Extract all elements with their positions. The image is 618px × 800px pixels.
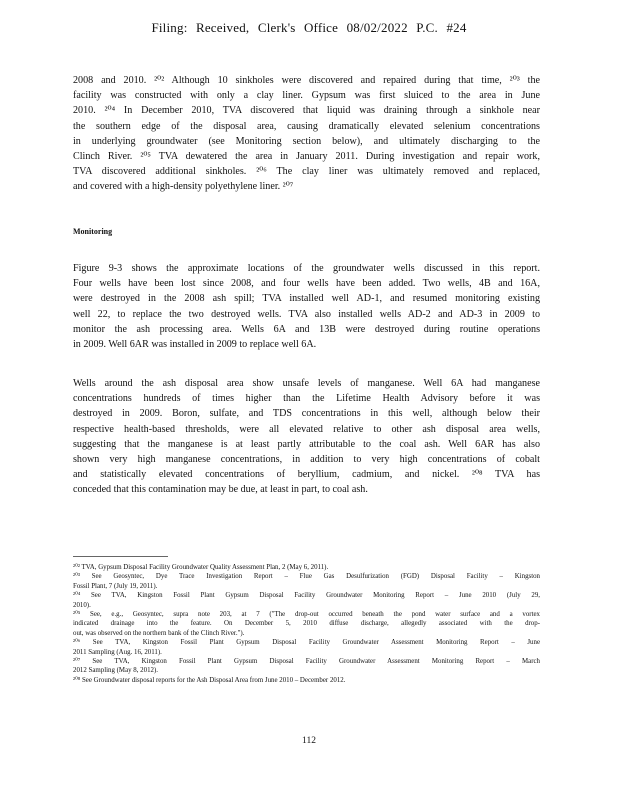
text-line: the southern edge of the disposal area, causing dramatically elevated selenium concentrations	[73, 120, 540, 132]
section-heading-monitoring: Monitoring	[73, 227, 113, 236]
footnote-206: ²⁰⁶ See TVA, Kingston Fossil Plant Gypsum Disposal Facility Groundwater Assessment Monitoring Report – June	[73, 639, 540, 647]
text-line: facility was constructed with only a clay liner. Gypsum was first sluiced to the area in June	[73, 90, 540, 102]
paragraph-wells	[73, 261, 540, 352]
text-line: destroyed in 2009. Boron, sulfate, and TDS concentrations in this well, although below their	[73, 408, 540, 420]
footnote-205-end: out, was observed on the northern bank of the Clinch River.").	[73, 629, 245, 637]
text-line: monitor the ash processing area. Wells 6A and 13B were destroyed during routine operations	[73, 323, 540, 335]
text-line: and statistically elevated concentrations of beryllium, cadmium, and nickel. ²⁰⁸ TVA has	[73, 469, 540, 481]
text-line: suggesting that the manganese is at least partly attributable to the coal ash. Well 6AR has also	[73, 438, 540, 450]
footnotes	[73, 563, 540, 685]
text-line: and covered with a high-density polyethylene liner. ²⁰⁷	[73, 181, 294, 193]
text-line: were destroyed in the 2008 ash spill; TVA installed well AD-1, and resumed monitoring existing	[73, 293, 540, 305]
text-line: conceded that this contamination may be due, at least in part, to coal ash.	[73, 484, 368, 496]
footnote-203: ²⁰³ See Geosyntec, Dye Trace Investigation Report – Flue Gas Desulfurization (FGD) Disposal Facility – Kingston	[73, 573, 540, 581]
footnote-203-cont: Fossil Plant, 7 (July 19, 2011).	[73, 582, 158, 590]
footnote-divider	[73, 556, 168, 557]
footnote-207: ²⁰⁷ See TVA, Kingston Fossil Plant Gypsum Disposal Facility Groundwater Assessment Monitoring Report – March	[73, 658, 540, 666]
footnote-205-cont: indicated drainage into the feature. On December 5, 2010 diffuse discharge, allegedly associated with the drop-	[73, 620, 540, 628]
footnote-207-cont: 2012 Sampling (May 8, 2012).	[73, 667, 158, 675]
text-line: TVA discovered additional sinkholes. ²⁰⁶ The clay liner was ultimately removed and replaced,	[73, 166, 540, 178]
paragraph-manganese	[73, 376, 540, 498]
text-line: 2010. ²⁰⁴ In December 2010, TVA discovered that liquid was draining through a sinkhole near	[73, 105, 540, 117]
text-line: respective health-based thresholds, were all elevated relative to other ash disposal area wells,	[73, 423, 540, 435]
footnote-206-cont: 2011 Sampling (Aug. 16, 2011).	[73, 648, 162, 656]
footnote-204: ²⁰⁴ See TVA, Kingston Fossil Plant Gypsum Disposal Facility Groundwater Monitoring Report – June 2010 (July 29,	[73, 592, 540, 600]
text-line: in 2009. Well 6AR was installed in 2009 to replace well 6A.	[73, 339, 317, 351]
text-line: Wells around the ash disposal area show unsafe levels of manganese. Well 6A had manganese	[73, 378, 540, 389]
text-line: Four wells have been lost since 2008, and four wells have been added. Two wells, 4B and 16A,	[73, 278, 540, 290]
footnote-204-cont: 2010).	[73, 601, 91, 609]
footnote-202: ²⁰² TVA, Gypsum Disposal Facility Groundwater Quality Assessment Plan, 2 (May 6, 2011).	[73, 564, 329, 571]
text-line: 2008 and 2010. ²⁰² Although 10 sinkholes were discovered and repaired during that time, ²⁰³ the	[73, 75, 540, 86]
footnote-205: ²⁰⁵ See, e.g., Geosyntec, supra note 203, at 7 ("The drop-out occurred beneath the pond water surface and a vortex	[73, 611, 540, 619]
page-number: 112	[302, 736, 316, 746]
text-line: shown very high manganese concentrations, in addition to very high concentrations of cobalt	[73, 454, 540, 466]
text-line: concentrations hundreds of times higher than the Lifetime Health Advisory before it was	[73, 393, 540, 405]
text-line: well 22, to replace the two destroyed wells. TVA also installed wells AD-2 and AD-3 in 2009 to	[73, 308, 540, 320]
filing-header: Filing: Received, Clerk's Office 08/02/2022 P.C. #24	[151, 20, 467, 35]
paragraph-sinkholes	[73, 73, 540, 195]
text-line: Clinch River. ²⁰⁵ TVA dewatered the area in January 2011. During investigation and repair work,	[73, 151, 540, 163]
text-line: in underlying groundwater (see Monitoring section below), and ultimately discharging to the	[73, 135, 540, 147]
footnote-208: ²⁰⁸ See Groundwater disposal reports for the Ash Disposal Area from June 2010 – December 2012.	[73, 676, 346, 684]
text-line: Figure 9-3 shows the approximate locations of the groundwater wells discussed in this report.	[73, 263, 540, 274]
